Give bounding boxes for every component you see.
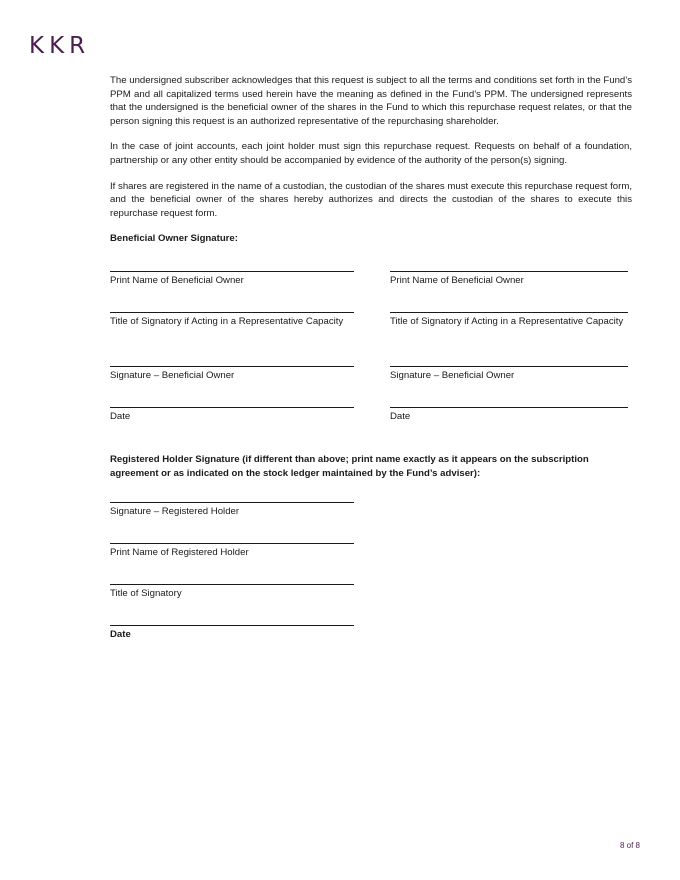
registered-holder-title[interactable] xyxy=(110,584,354,601)
field-label: Signature – Beneficial Owner xyxy=(390,370,515,381)
signature-line xyxy=(110,407,354,408)
signature-line xyxy=(110,625,354,626)
field-label: Title of Signatory if Acting in a Representative Capacity xyxy=(110,316,344,327)
page-number: 8 of 8 xyxy=(619,841,640,850)
signature-line xyxy=(390,407,628,408)
signature-line xyxy=(390,312,628,313)
beneficial-owner-print-name-left[interactable] xyxy=(110,271,354,288)
field-label: Signature – Beneficial Owner xyxy=(110,370,235,381)
field-label: Print Name of Registered Holder xyxy=(110,547,249,558)
beneficial-owner-title-right[interactable] xyxy=(390,312,628,329)
paragraph-acknowledgement: The undersigned subscriber acknowledges that this request is subject to all the terms and conditions set forth in the Fund’s PPM and all capitalized terms used herein have the meaning as defined in the Fund’s PPM. The undersigned represents that the undersigned is the beneficial owner of the shares in the Fund to which this repurchase request relates, or that the person signing this request is an authorized representative of the repurchasing shareholder. xyxy=(110,75,632,127)
field-label: Print Name of Beneficial Owner xyxy=(110,275,244,286)
field-label: Title of Signatory if Acting in a Representative Capacity xyxy=(390,316,624,327)
field-label: Date xyxy=(110,411,131,422)
field-label: Date xyxy=(110,629,131,640)
beneficial-owner-heading: Beneficial Owner Signature: xyxy=(110,233,238,245)
beneficial-owner-signature-left[interactable] xyxy=(110,366,354,383)
registered-holder-signature[interactable] xyxy=(110,502,354,519)
paragraph-custodian: If shares are registered in the name of a custodian, the custodian of the shares must execute this repurchase request form, and the beneficial owner of the shares hereby authorizes and directs the custodian of the shares to execute this repurchase request form. xyxy=(110,180,632,219)
signature-line xyxy=(110,271,354,272)
signature-line xyxy=(390,366,628,367)
signature-line xyxy=(110,543,354,544)
registered-holder-section xyxy=(110,453,632,480)
beneficial-owner-signature-right[interactable] xyxy=(390,366,628,383)
beneficial-owner-print-name-right[interactable] xyxy=(390,271,628,288)
beneficial-owner-date-left[interactable] xyxy=(110,407,354,424)
document-body xyxy=(110,74,632,246)
signature-line xyxy=(110,502,354,503)
signature-line xyxy=(110,584,354,585)
field-label: Print Name of Beneficial Owner xyxy=(390,275,524,286)
field-label: Title of Signatory xyxy=(110,588,182,599)
signature-line xyxy=(390,271,628,272)
registered-holder-date[interactable] xyxy=(110,625,354,642)
beneficial-owner-date-right[interactable] xyxy=(390,407,628,424)
paragraph-joint-accounts: In the case of joint accounts, each joint holder must sign this repurchase request. Requests on behalf of a foundation, partnership or any other entity should be accompanied by evidence of the authority of the person(s) signing. xyxy=(110,141,632,166)
kkr-logo: KKR xyxy=(29,33,91,59)
registered-holder-heading: Registered Holder Signature (if different than above; print name exactly as it appears on the subscription agreement or as indicated on the stock ledger maintained by the Fund’s adviser): xyxy=(110,454,589,479)
field-label: Date xyxy=(390,411,411,422)
signature-line xyxy=(110,312,354,313)
registered-holder-print-name[interactable] xyxy=(110,543,354,560)
signature-line xyxy=(110,366,354,367)
field-label: Signature – Registered Holder xyxy=(110,506,240,517)
beneficial-owner-title-left[interactable] xyxy=(110,312,354,329)
